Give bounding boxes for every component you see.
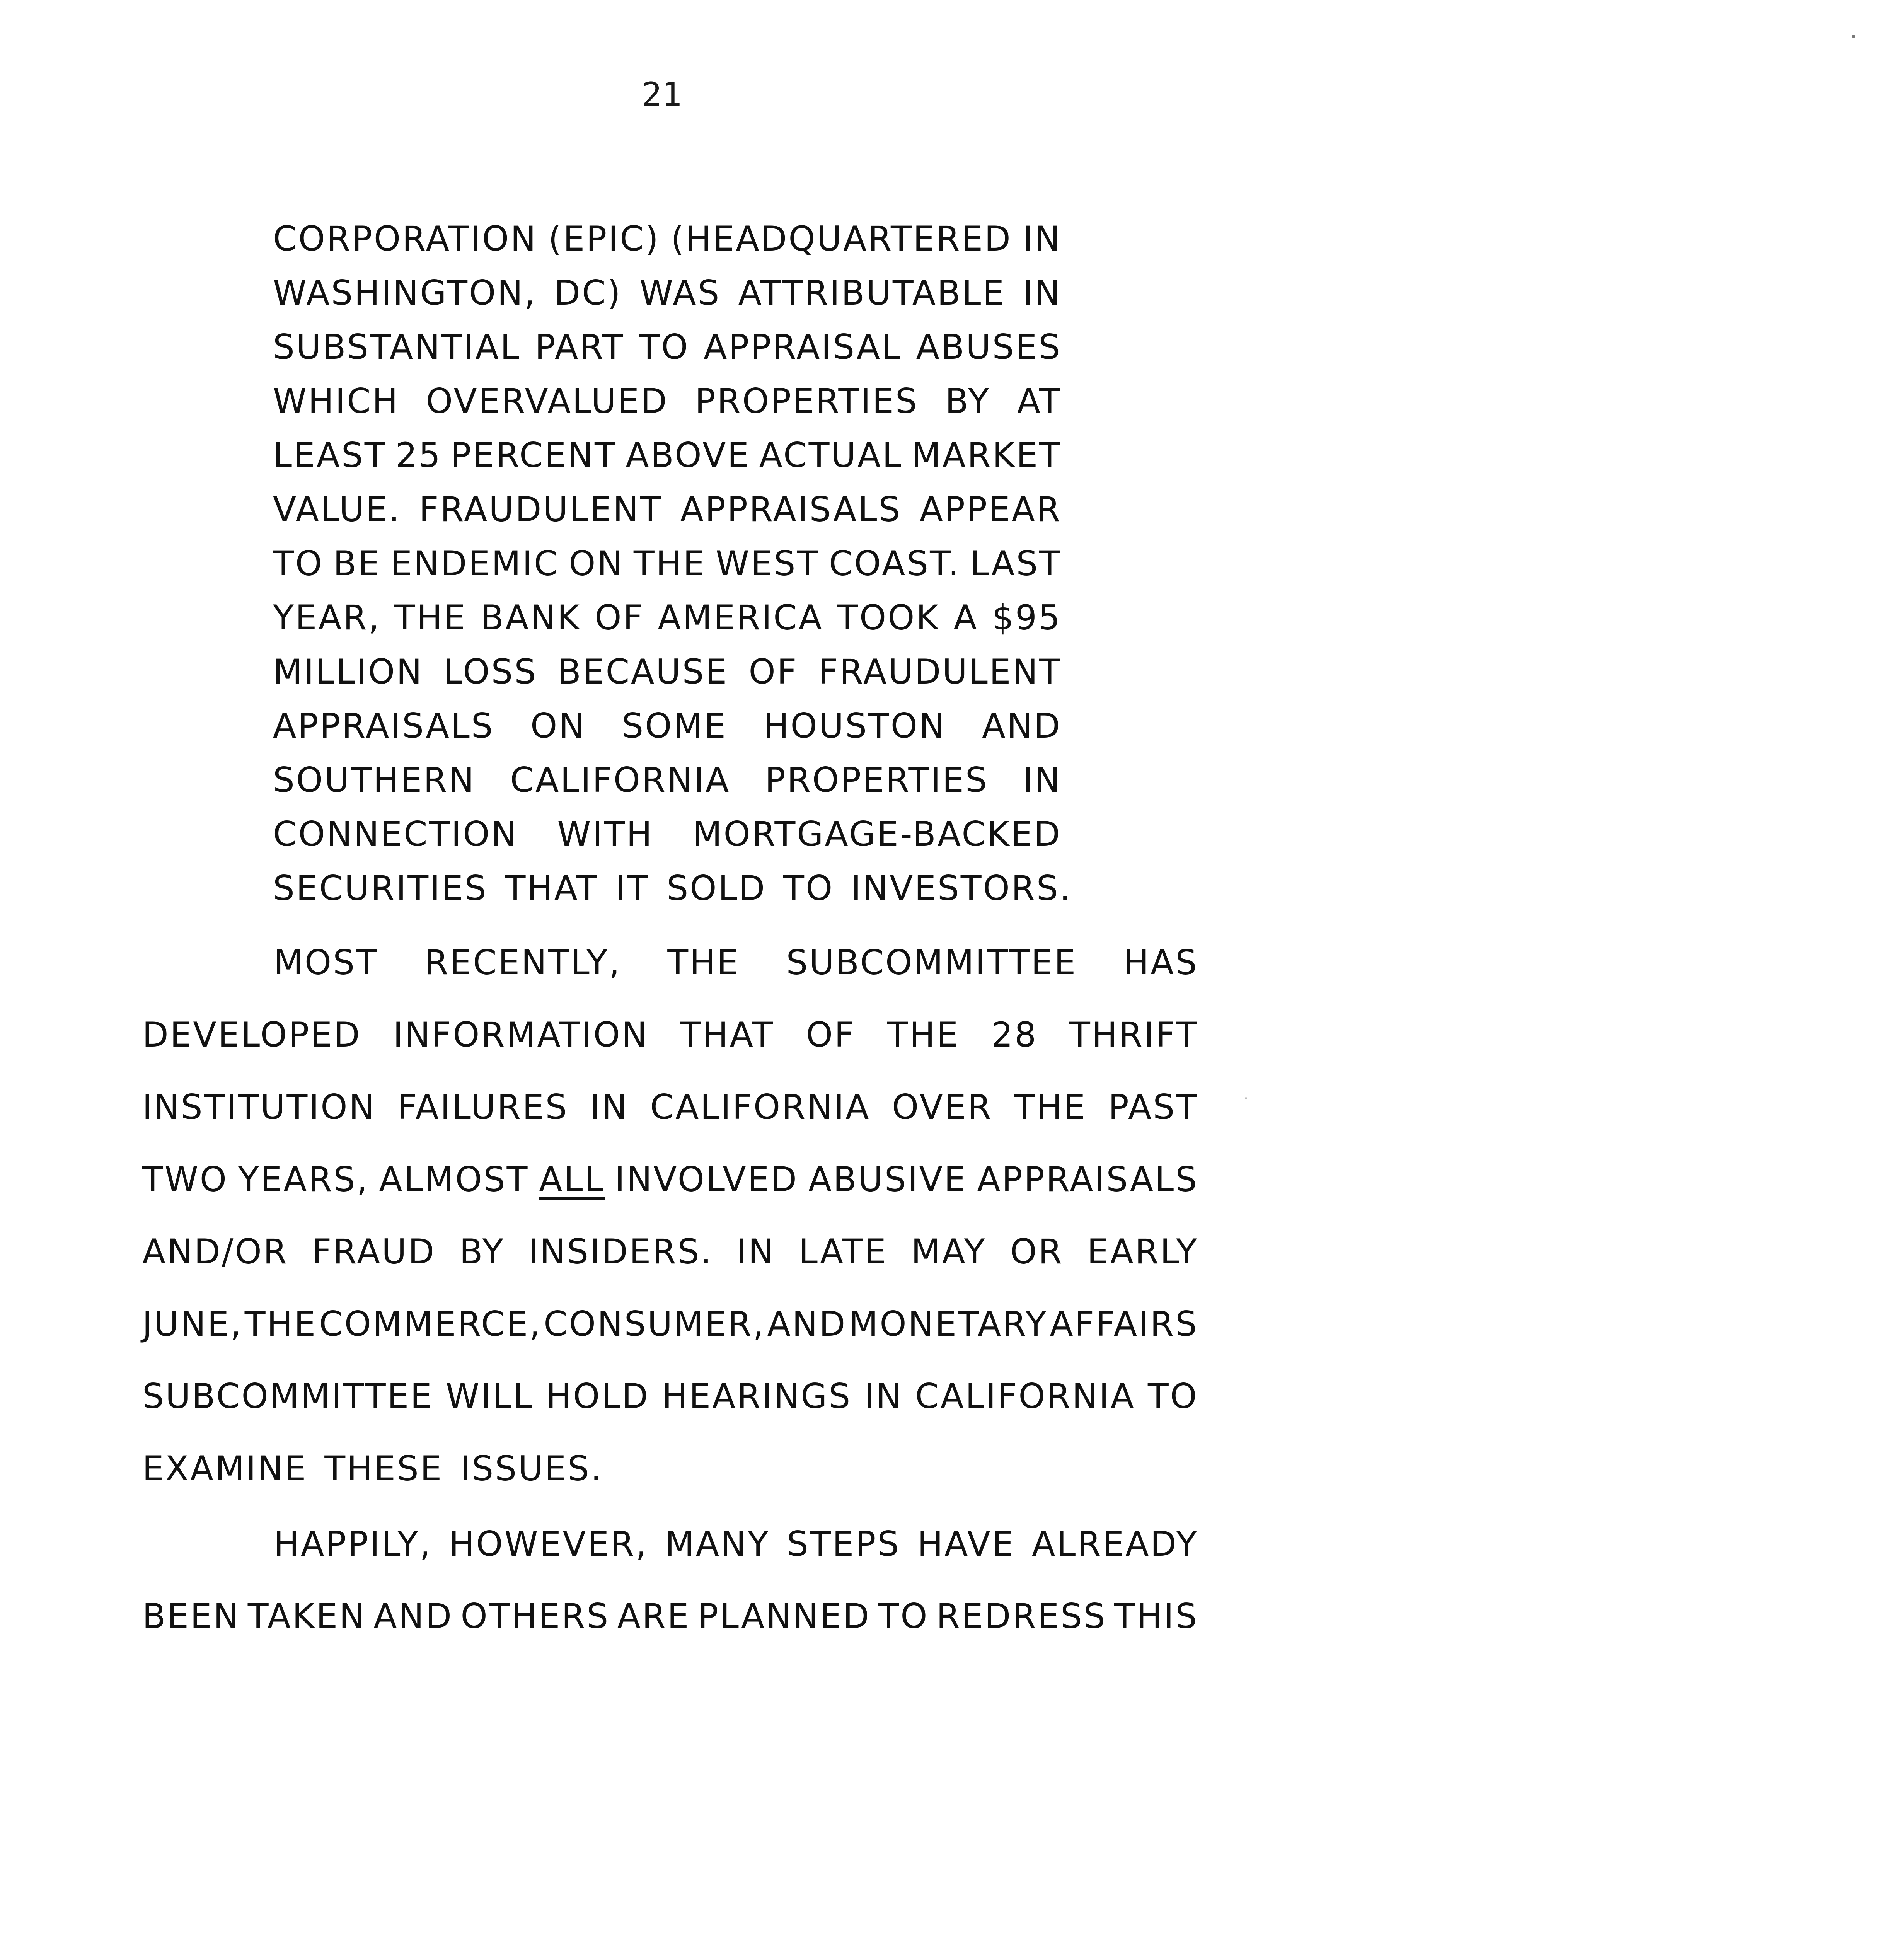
word: MOST bbox=[274, 943, 378, 982]
word: ON bbox=[530, 706, 586, 746]
word: TAKEN bbox=[247, 1596, 366, 1636]
word: EXAMINE bbox=[142, 1449, 308, 1488]
word: LEAST bbox=[273, 435, 387, 475]
word: THESE bbox=[324, 1449, 443, 1488]
word: FRAUDULENT bbox=[419, 489, 663, 529]
word: IN bbox=[590, 1087, 629, 1127]
word: TO bbox=[1147, 1376, 1198, 1416]
word: WAS bbox=[639, 273, 721, 313]
word: VALUE. bbox=[273, 489, 401, 529]
word: THIS bbox=[1114, 1596, 1198, 1636]
word: LAST bbox=[970, 544, 1062, 583]
paragraph-subcommittee-findings bbox=[142, 926, 1198, 1505]
word: OVERVALUED bbox=[426, 381, 668, 421]
text-line bbox=[142, 1580, 1198, 1652]
word: THRIFT bbox=[1069, 1015, 1198, 1055]
word: JUNE, bbox=[142, 1304, 243, 1344]
word: PROPERTIES bbox=[695, 381, 919, 421]
scan-speck bbox=[1245, 1097, 1247, 1099]
word: DEVELOPED bbox=[142, 1015, 361, 1055]
word: ABUSIVE bbox=[808, 1159, 967, 1199]
word: ISSUES. bbox=[460, 1449, 603, 1488]
text-line bbox=[273, 753, 1062, 807]
word: MONETARY bbox=[849, 1304, 1048, 1344]
text-line bbox=[273, 212, 1062, 266]
word: ON bbox=[569, 544, 624, 583]
word: THE bbox=[244, 1304, 317, 1344]
word: OR bbox=[1010, 1232, 1064, 1272]
word: BANK bbox=[480, 598, 581, 638]
word: WHICH bbox=[273, 381, 399, 421]
word: REDRESS bbox=[936, 1596, 1107, 1636]
word: APPEAR bbox=[919, 489, 1062, 529]
word: CALIFORNIA bbox=[510, 760, 731, 800]
page-number: 21 bbox=[642, 75, 682, 114]
word: ALMOST bbox=[379, 1159, 529, 1199]
text-line bbox=[142, 1360, 1198, 1432]
text-line bbox=[142, 1215, 1198, 1288]
text-line bbox=[142, 1432, 1198, 1505]
word: ARE bbox=[617, 1596, 690, 1636]
word: TO bbox=[783, 868, 834, 908]
text-line bbox=[273, 428, 1062, 482]
word: OF bbox=[595, 598, 644, 638]
word: INFORMATION bbox=[393, 1015, 649, 1055]
word: TO bbox=[878, 1596, 929, 1636]
word: ALREADY bbox=[1032, 1524, 1198, 1564]
word: SOLD bbox=[666, 868, 767, 908]
word: DC) bbox=[554, 273, 622, 313]
text-line bbox=[273, 861, 1072, 915]
underlined-emphasis: ALL bbox=[539, 1159, 605, 1199]
word: COAST. bbox=[828, 544, 961, 583]
word: SECURITIES bbox=[273, 868, 488, 908]
word: THAT bbox=[680, 1015, 774, 1055]
word: IN bbox=[1023, 760, 1062, 800]
word: SUBCOMMITTEE bbox=[786, 943, 1077, 982]
word: A bbox=[953, 598, 978, 638]
word: HOUSTON bbox=[763, 706, 946, 746]
word: MANY bbox=[665, 1524, 770, 1564]
word: THE bbox=[1014, 1087, 1087, 1127]
word: HEARINGS bbox=[662, 1376, 852, 1416]
word: FRAUD bbox=[312, 1232, 436, 1272]
word: IN bbox=[736, 1232, 776, 1272]
word: APPRAISALS bbox=[273, 706, 494, 746]
word: YEARS, bbox=[238, 1159, 369, 1199]
word: YEAR, bbox=[273, 598, 381, 638]
word: ABUSES bbox=[916, 327, 1062, 367]
word: LATE bbox=[798, 1232, 888, 1272]
word: THE bbox=[887, 1015, 960, 1055]
word: ACTUAL bbox=[759, 435, 903, 475]
word: PAST bbox=[1108, 1087, 1198, 1127]
word: SUBSTANTIAL bbox=[273, 327, 521, 367]
word: WILL bbox=[445, 1376, 534, 1416]
word: BY bbox=[459, 1232, 505, 1272]
word: THAT bbox=[505, 868, 599, 908]
word: ATTRIBUTABLE bbox=[738, 273, 1006, 313]
word: ENDEMIC bbox=[390, 544, 559, 583]
word: MARKET bbox=[911, 435, 1062, 475]
text-line bbox=[273, 699, 1062, 753]
word: COMMERCE, bbox=[319, 1304, 542, 1344]
word: MORTGAGE-BACKED bbox=[692, 814, 1062, 854]
word: SOME bbox=[622, 706, 728, 746]
word: IT bbox=[615, 868, 650, 908]
word: HAPPILY, bbox=[274, 1524, 432, 1564]
word: OF bbox=[806, 1015, 856, 1055]
word: WITH bbox=[557, 814, 654, 854]
word: INSIDERS. bbox=[528, 1232, 713, 1272]
word: PROPERTIES bbox=[765, 760, 989, 800]
word: PERCENT bbox=[450, 435, 617, 475]
word: STEPS bbox=[787, 1524, 901, 1564]
word: IN bbox=[1023, 273, 1062, 313]
word: INVESTORS. bbox=[851, 868, 1072, 908]
text-line bbox=[273, 645, 1062, 699]
text-line bbox=[142, 1143, 1198, 1215]
text-line bbox=[142, 1071, 1198, 1143]
word: TOOK bbox=[837, 598, 940, 638]
word: LOSS bbox=[443, 652, 538, 692]
word: TWO bbox=[142, 1159, 228, 1199]
word: BEEN bbox=[142, 1596, 240, 1636]
word: BY bbox=[945, 381, 990, 421]
word: EARLY bbox=[1087, 1232, 1198, 1272]
word: FAILURES bbox=[397, 1087, 569, 1127]
word: WEST bbox=[716, 544, 820, 583]
word: IN bbox=[1023, 219, 1062, 259]
word: FRAUDULENT bbox=[818, 652, 1062, 692]
scan-speck bbox=[1852, 35, 1855, 38]
word: APPRAISAL bbox=[704, 327, 902, 367]
word: AND bbox=[767, 1304, 847, 1344]
word: $95 bbox=[992, 598, 1062, 638]
word: PLANNED bbox=[697, 1596, 871, 1636]
text-line bbox=[273, 591, 1062, 645]
word: OVER bbox=[892, 1087, 993, 1127]
text-line bbox=[273, 320, 1062, 374]
word: PART bbox=[535, 327, 625, 367]
word: CALIFORNIA bbox=[650, 1087, 871, 1127]
word: HAVE bbox=[917, 1524, 1015, 1564]
word: HOWEVER, bbox=[449, 1524, 648, 1564]
word: THE bbox=[394, 598, 467, 638]
text-line bbox=[273, 807, 1062, 861]
text-line bbox=[142, 926, 1198, 999]
word: THE bbox=[633, 544, 706, 583]
word: (HEADQUARTERED bbox=[671, 219, 1012, 259]
word: HOLD bbox=[545, 1376, 650, 1416]
text-line bbox=[273, 482, 1062, 537]
word: OF bbox=[748, 652, 798, 692]
text-line bbox=[273, 537, 1062, 591]
word: AMERICA bbox=[658, 598, 823, 638]
text-line bbox=[273, 266, 1062, 320]
word: BECAUSE bbox=[557, 652, 729, 692]
word: APPRAISALS bbox=[680, 489, 902, 529]
word: 28 bbox=[991, 1015, 1038, 1055]
word: MILLION bbox=[273, 652, 423, 692]
word: TO bbox=[273, 544, 324, 583]
word: BE bbox=[333, 544, 381, 583]
word: AND/OR bbox=[142, 1232, 288, 1272]
text-line bbox=[142, 1288, 1198, 1360]
word: WASHINGTON, bbox=[273, 273, 537, 313]
word: AND bbox=[373, 1596, 453, 1636]
text-line bbox=[273, 374, 1062, 428]
word: CALIFORNIA bbox=[915, 1376, 1135, 1416]
word: CONSUMER, bbox=[544, 1304, 765, 1344]
word: THE bbox=[667, 943, 740, 982]
word: HAS bbox=[1123, 943, 1198, 982]
word: MAY bbox=[911, 1232, 987, 1272]
text-line bbox=[142, 1508, 1198, 1580]
word: TO bbox=[639, 327, 690, 367]
word: IN bbox=[864, 1376, 903, 1416]
word: (EPIC) bbox=[548, 219, 660, 259]
word: INSTITUTION bbox=[142, 1087, 376, 1127]
word: APPRAISALS bbox=[977, 1159, 1198, 1199]
word: SUBCOMMITTEE bbox=[142, 1376, 433, 1416]
text-line bbox=[142, 999, 1198, 1071]
word: OTHERS bbox=[460, 1596, 610, 1636]
word: RECENTLY, bbox=[424, 943, 621, 982]
word: INVOLVED bbox=[615, 1159, 798, 1199]
word: 25 bbox=[395, 435, 442, 475]
word: AFFAIRS bbox=[1050, 1304, 1198, 1344]
word: CORPORATION bbox=[273, 219, 537, 259]
word: AND bbox=[982, 706, 1062, 746]
word: AT bbox=[1017, 381, 1062, 421]
word: ABOVE bbox=[626, 435, 750, 475]
paragraph-steps-taken bbox=[142, 1508, 1198, 1652]
word: SOUTHERN bbox=[273, 760, 476, 800]
indented-quote-block bbox=[273, 212, 1072, 915]
word: CONNECTION bbox=[273, 814, 518, 854]
